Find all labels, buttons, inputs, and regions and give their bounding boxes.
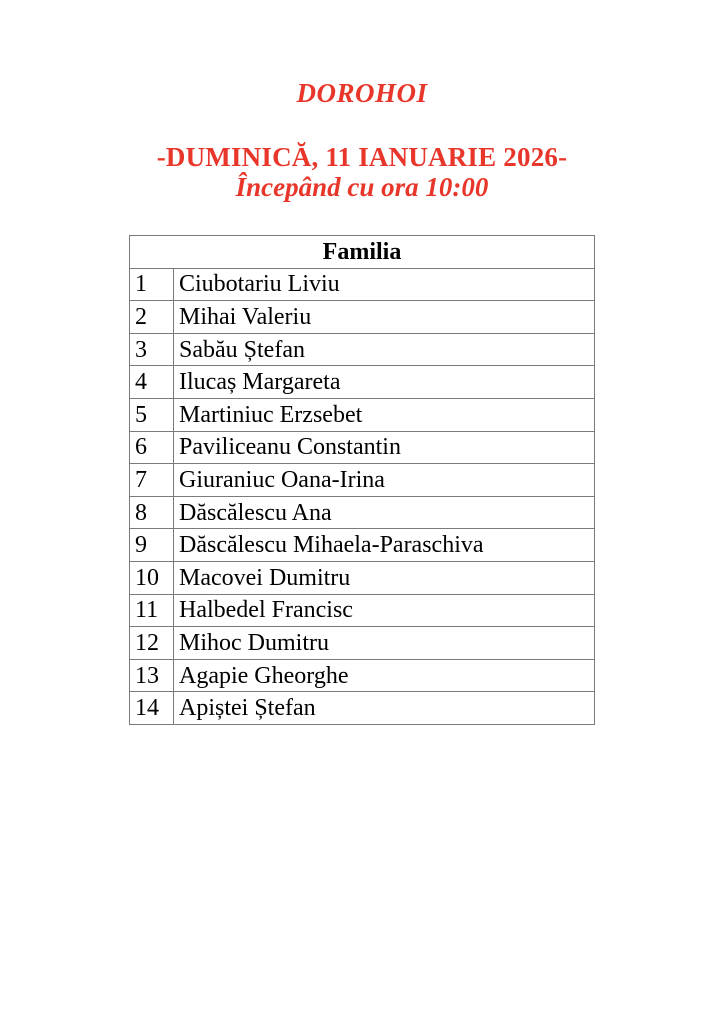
- family-name: Sabău Ștefan: [174, 333, 595, 366]
- row-number: 8: [130, 496, 174, 529]
- table-row: [130, 692, 595, 725]
- family-name: Apiștei Ștefan: [174, 692, 595, 725]
- table-row: [130, 431, 595, 464]
- time-heading: Începând cu ora 10:00: [235, 172, 489, 202]
- table-row: [130, 594, 595, 627]
- family-name: Ciubotariu Liviu: [174, 268, 595, 301]
- row-number: 7: [130, 464, 174, 497]
- table-row: [130, 398, 595, 431]
- row-number: 13: [130, 659, 174, 692]
- row-number: 3: [130, 333, 174, 366]
- families-table-body: [130, 268, 595, 724]
- table-row: [130, 659, 595, 692]
- families-table: [129, 235, 595, 725]
- table-row: [130, 268, 595, 301]
- table-row: [130, 301, 595, 334]
- row-number: 2: [130, 301, 174, 334]
- family-name: Martiniuc Erzsebet: [174, 398, 595, 431]
- family-name: Halbedel Francisc: [174, 594, 595, 627]
- family-name: Paviliceanu Constantin: [174, 431, 595, 464]
- family-name: Dăscălescu Mihaela-Paraschiva: [174, 529, 595, 562]
- row-number: 9: [130, 529, 174, 562]
- row-number: 5: [130, 398, 174, 431]
- row-number: 12: [130, 627, 174, 660]
- table-header-row: [130, 236, 595, 269]
- date-heading: -DUMINICĂ, 11 IANUARIE 2026-: [156, 142, 568, 172]
- table-row: [130, 561, 595, 594]
- table-row: [130, 496, 595, 529]
- families-header: Familia: [130, 236, 595, 269]
- row-number: 1: [130, 268, 174, 301]
- family-name: Macovei Dumitru: [174, 561, 595, 594]
- row-number: 6: [130, 431, 174, 464]
- family-name: Giuraniuc Oana-Irina: [174, 464, 595, 497]
- table-row: [130, 627, 595, 660]
- row-number: 4: [130, 366, 174, 399]
- table-row: [130, 333, 595, 366]
- family-name: Ilucaș Margareta: [174, 366, 595, 399]
- row-number: 11: [130, 594, 174, 627]
- family-name: Mihai Valeriu: [174, 301, 595, 334]
- family-name: Dăscălescu Ana: [174, 496, 595, 529]
- family-name: Mihoc Dumitru: [174, 627, 595, 660]
- table-row: [130, 464, 595, 497]
- table-row: [130, 529, 595, 562]
- city-title: DOROHOI: [296, 78, 428, 108]
- table-row: [130, 366, 595, 399]
- row-number: 10: [130, 561, 174, 594]
- family-name: Agapie Gheorghe: [174, 659, 595, 692]
- row-number: 14: [130, 692, 174, 725]
